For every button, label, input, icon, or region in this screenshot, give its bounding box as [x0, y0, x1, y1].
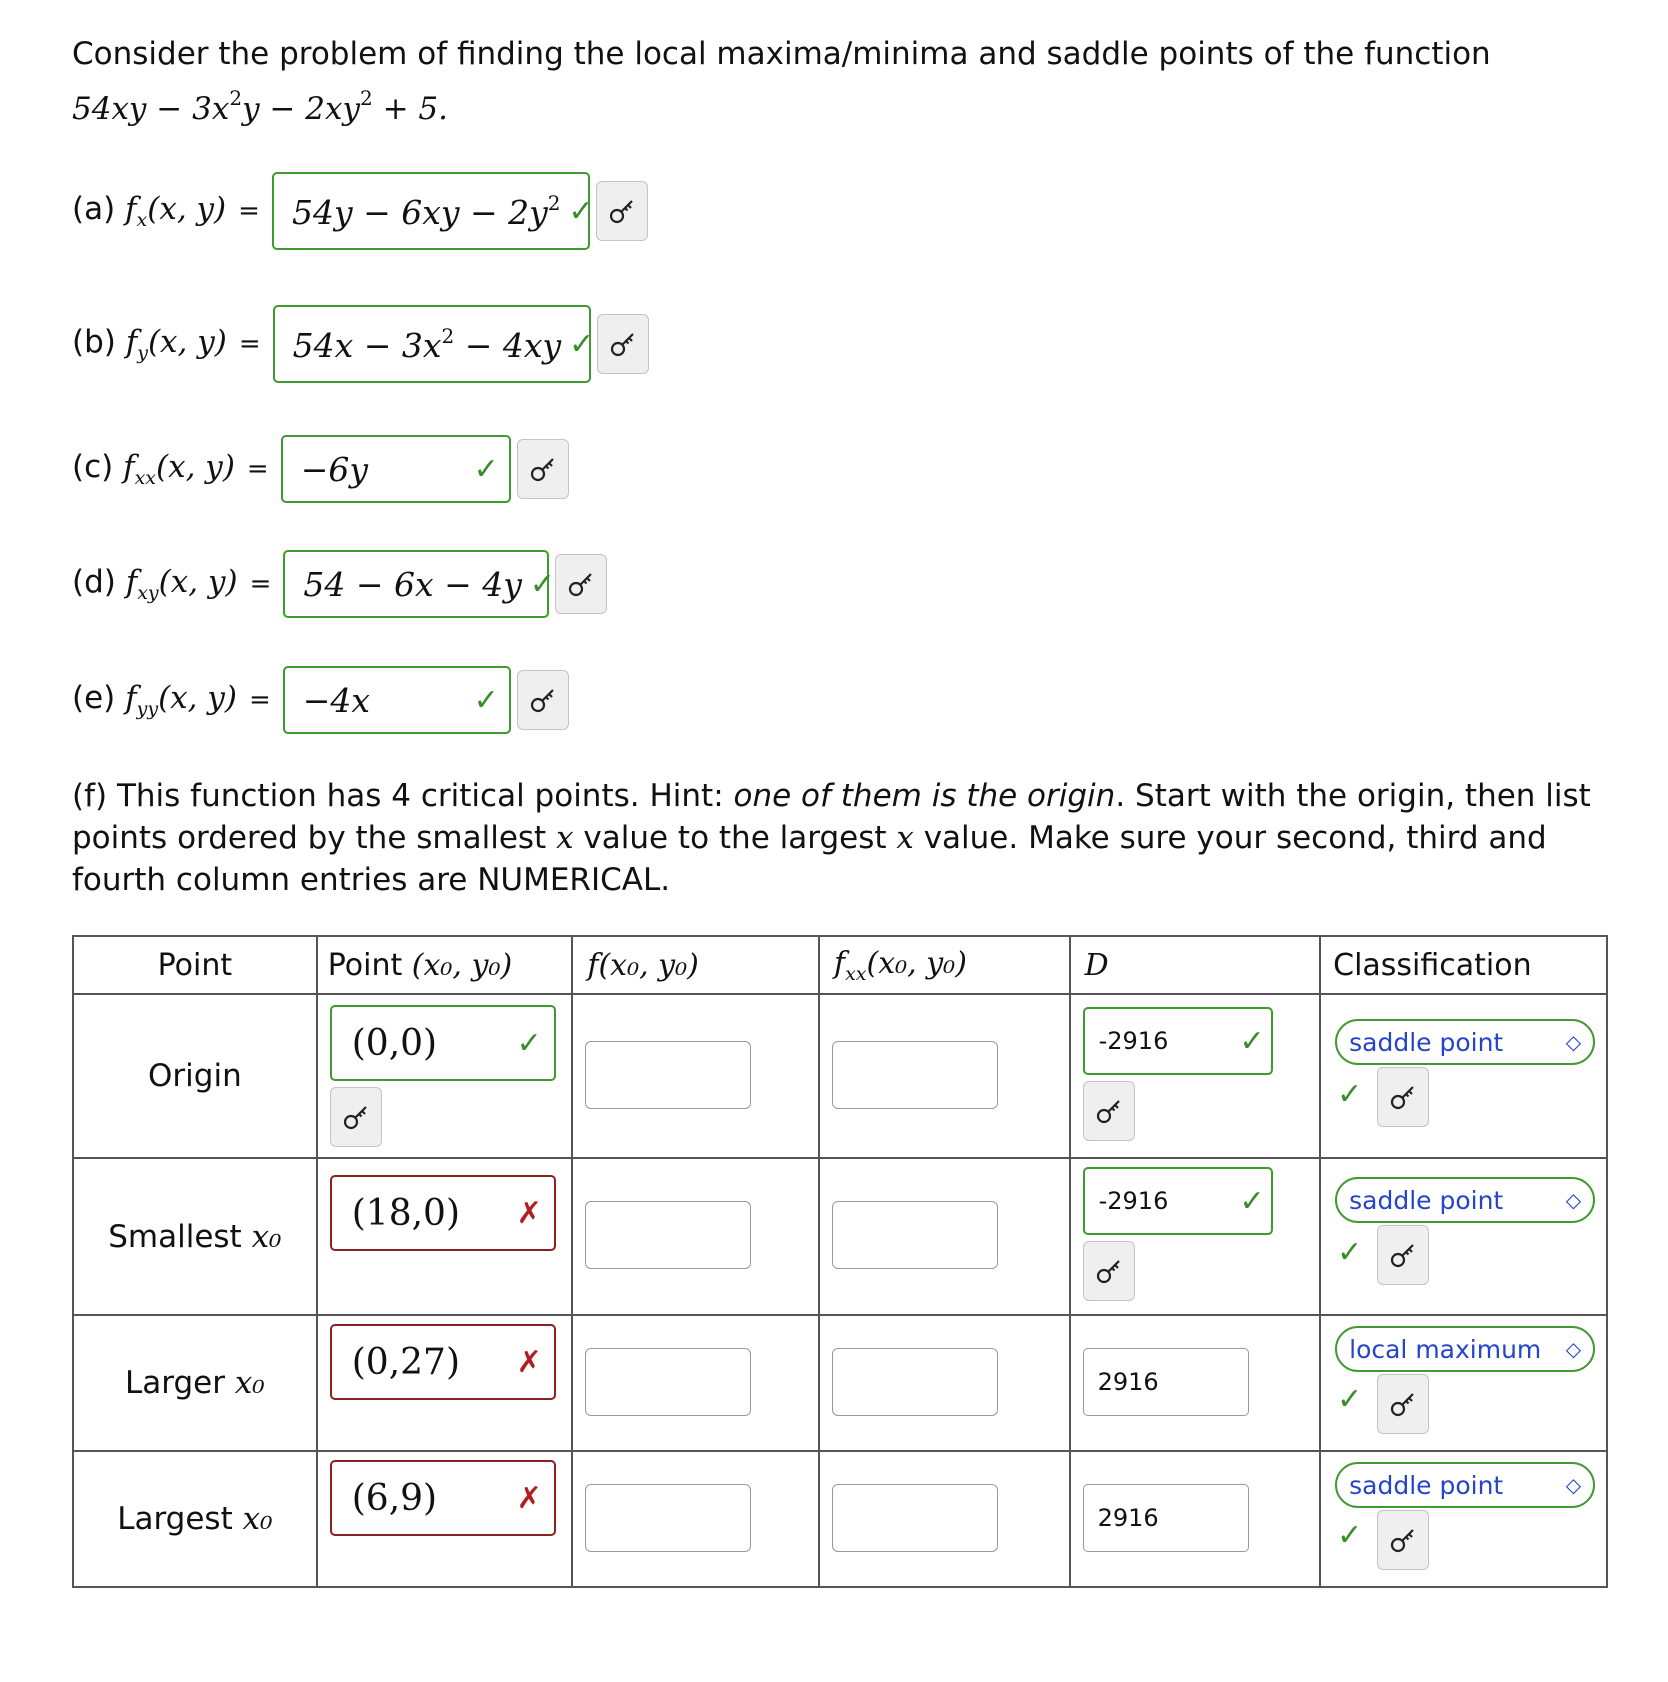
classification-select[interactable]: saddle point ◇ [1335, 1462, 1595, 1508]
classification-select[interactable]: saddle point ◇ [1335, 1177, 1595, 1223]
check-icon: ✓ [1337, 1382, 1363, 1417]
part-d-row: (d) $f_{xy}(x$, y) = 54 − 6x − 4y ✓ [72, 544, 607, 624]
fxx-value-input[interactable] [832, 1201, 998, 1269]
table-header-row [73, 936, 1607, 994]
point-input[interactable]: (18,0) ✗ [330, 1175, 556, 1251]
key-icon[interactable] [555, 554, 607, 614]
table-row [73, 1158, 1607, 1315]
key-icon[interactable] [517, 439, 569, 499]
part-b-answer-field[interactable]: $54x - 3x^2 - 4xy$ ✓ [273, 305, 591, 383]
check-icon: ✓ [473, 682, 499, 718]
key-icon[interactable] [1377, 1225, 1429, 1285]
check-icon: ✓ [568, 193, 594, 229]
fxx-value-input[interactable] [832, 1484, 998, 1552]
part-d-label: (d) $f_{xy}(x$, y) [72, 564, 238, 604]
d-value-input[interactable]: -2916 ✓ [1083, 1007, 1273, 1075]
header-classification: Classification [1320, 936, 1607, 994]
select-arrows-icon: ◇ [1565, 1188, 1582, 1212]
header-point-xy: Point (x₀, y₀) [317, 936, 573, 994]
check-icon: ✓ [1239, 1023, 1265, 1059]
intro-text: Consider the problem of finding the local maxima/minima and saddle points of the function [72, 36, 1491, 72]
select-arrows-icon: ◇ [1565, 1030, 1582, 1054]
point-input[interactable]: (0,0) ✓ [330, 1005, 556, 1081]
part-a-row: (a) $f_x(x$, y) = $54y - 6xy - 2y^2$ ✓ [72, 171, 648, 251]
table-row [73, 1451, 1607, 1587]
table-row [73, 994, 1607, 1158]
f-value-input[interactable] [585, 1348, 751, 1416]
part-a-label: (a) $f_x(x$, y) [72, 191, 227, 231]
f-value-input[interactable] [585, 1201, 751, 1269]
key-icon[interactable] [1377, 1374, 1429, 1434]
key-icon[interactable] [517, 670, 569, 730]
check-icon: ✓ [1239, 1183, 1265, 1219]
check-icon: ✓ [516, 1025, 542, 1061]
row-label: Smallest x₀ [73, 1158, 317, 1315]
table-row [73, 1315, 1607, 1451]
function-expression: $54xy - 3x^2y - 2xy^2 + 5$. [72, 86, 448, 127]
check-icon: ✓ [569, 326, 595, 362]
part-b-label: (b) $f_y(x$, y) [72, 324, 227, 364]
problem-statement [72, 32, 1632, 131]
key-icon[interactable] [1083, 1081, 1135, 1141]
header-f: f(x₀, y₀) [572, 936, 819, 994]
part-d-answer-field[interactable]: 54 − 6x − 4y ✓ [283, 550, 549, 618]
part-e-answer-field[interactable]: −4x ✓ [283, 666, 511, 734]
part-f-instructions: (f) This function has 4 critical points. Hint: one of them is the origin. Start with the origin, then list points ordered by the smallest x value to the largest x value. Make sure your second, third and fourth column entries are NUMERICAL. [72, 778, 1591, 898]
row-label: Largest x₀ [73, 1451, 317, 1587]
row-label: Larger x₀ [73, 1315, 317, 1451]
point-input[interactable]: (0,27) ✗ [330, 1324, 556, 1400]
header-d: D [1070, 936, 1321, 994]
check-icon: ✓ [1337, 1518, 1363, 1553]
classification-select[interactable]: saddle point ◇ [1335, 1019, 1595, 1065]
f-value-input[interactable] [585, 1484, 751, 1552]
cross-icon: ✗ [516, 1344, 542, 1380]
key-icon[interactable] [330, 1087, 382, 1147]
check-icon: ✓ [1337, 1235, 1363, 1270]
part-c-answer-field[interactable]: −6y ✓ [281, 435, 511, 503]
key-icon[interactable] [1083, 1241, 1135, 1301]
d-value-input[interactable]: -2916 ✓ [1083, 1167, 1273, 1235]
header-point: Point [73, 936, 317, 994]
part-b-row: (b) $f_y(x$, y) = $54x - 3x^2 - 4xy$ ✓ [72, 304, 649, 384]
select-arrows-icon: ◇ [1565, 1473, 1582, 1497]
d-value-input[interactable]: 2916 [1083, 1484, 1249, 1552]
fxx-value-input[interactable] [832, 1348, 998, 1416]
key-icon[interactable] [596, 181, 648, 241]
check-icon: ✓ [1337, 1077, 1363, 1112]
check-icon: ✓ [529, 566, 556, 602]
cross-icon: ✗ [516, 1480, 542, 1516]
check-icon: ✓ [473, 451, 499, 487]
row-label: Origin [73, 994, 317, 1158]
f-value-input[interactable] [585, 1041, 751, 1109]
part-a-answer-field[interactable]: $54y - 6xy - 2y^2$ ✓ [272, 172, 590, 250]
fxx-value-input[interactable] [832, 1041, 998, 1109]
point-input[interactable]: (6,9) ✗ [330, 1460, 556, 1536]
cross-icon: ✗ [516, 1195, 542, 1231]
part-e-row: (e) $f_{yy}(x$, y) = −4x ✓ [72, 660, 569, 740]
key-icon[interactable] [1377, 1510, 1429, 1570]
critical-points-table [72, 935, 1608, 1588]
classification-select[interactable]: local maximum ◇ [1335, 1326, 1595, 1372]
key-icon[interactable] [597, 314, 649, 374]
part-e-label: (e) $f_{yy}(x$, y) [72, 680, 237, 720]
d-value-input[interactable]: 2916 [1083, 1348, 1249, 1416]
select-arrows-icon: ◇ [1565, 1337, 1582, 1361]
part-c-label: (c) $f_{xx}(x$, y) [72, 449, 235, 489]
part-c-row: (c) $f_{xx}(x$, y) = −6y ✓ [72, 429, 569, 509]
key-icon[interactable] [1377, 1067, 1429, 1127]
header-fxx: $f_{xx}(x_0$, y₀) [819, 936, 1070, 994]
